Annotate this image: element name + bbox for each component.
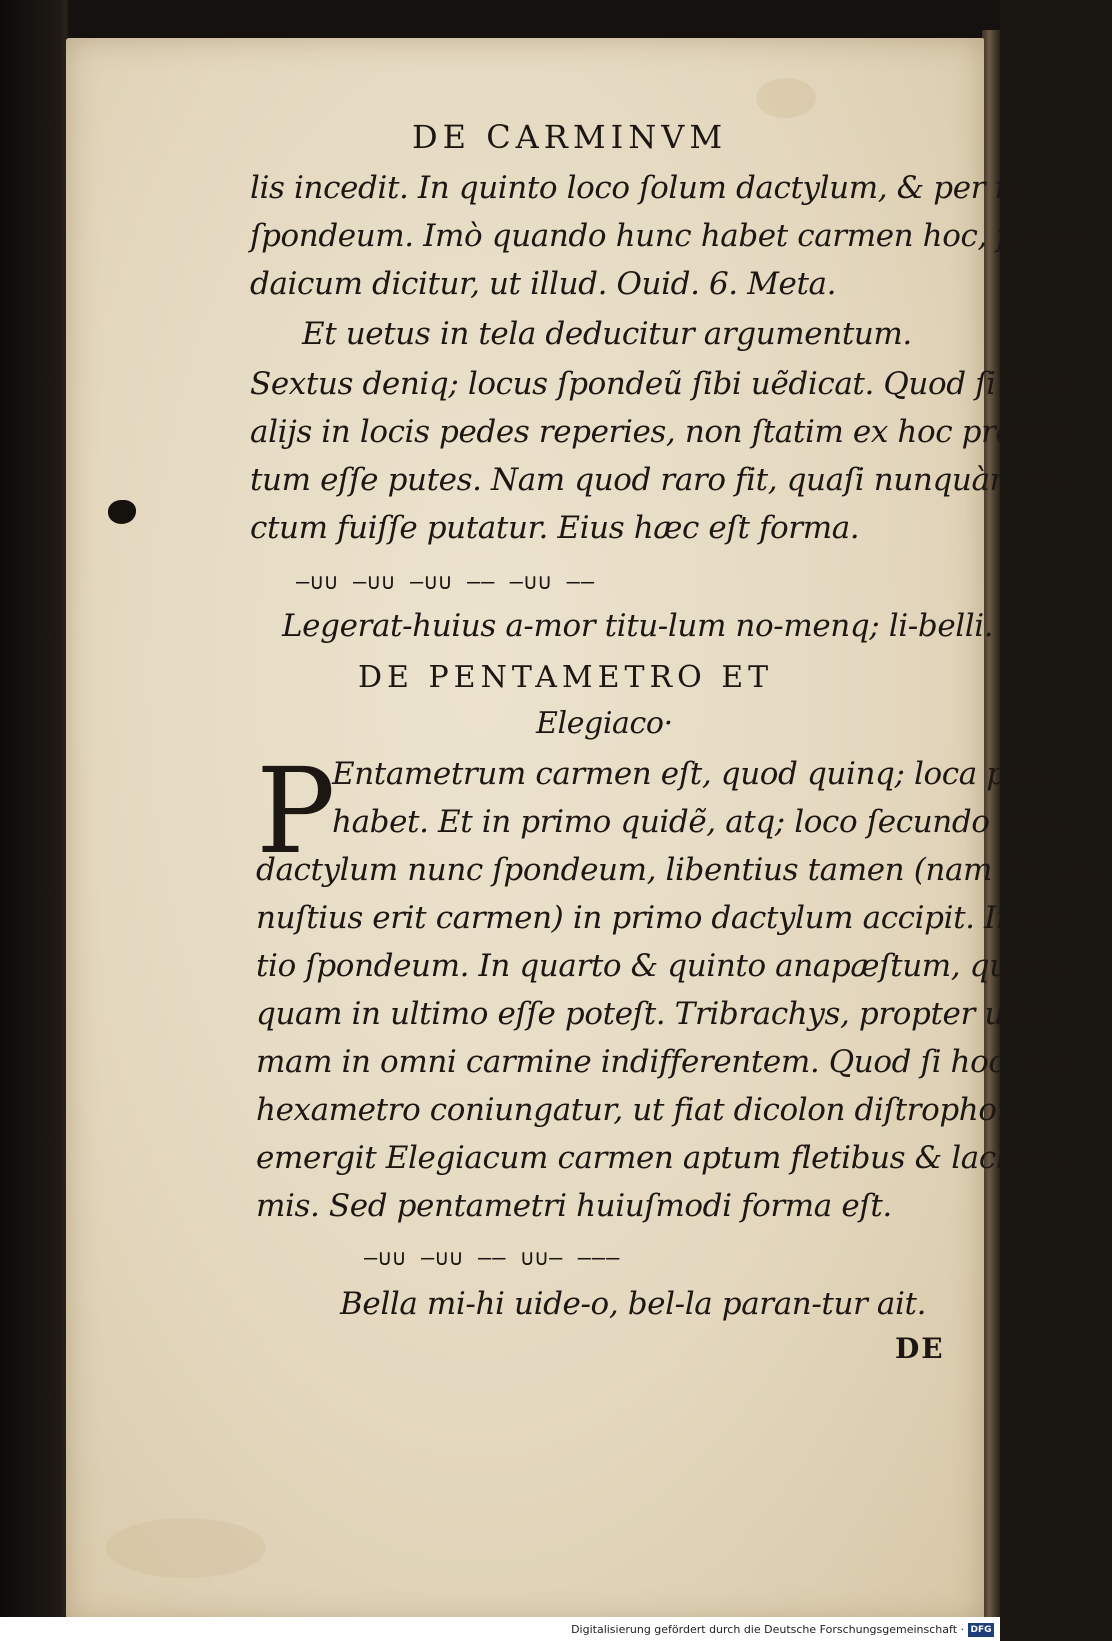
- text-line: tum eſſe putes. Nam quod raro fit, quaſi nunquàm fa=: [250, 462, 1083, 498]
- text-line: quam in ultimo eſſe poteſt. Tribrachys, propter ulti=: [256, 996, 1061, 1032]
- text-line: ctum fuiſſe putatur. Eius hæc eſt forma.: [250, 510, 860, 546]
- text-line: hexametro coniungatur, ut fiat dicolon diſtrophon,: [256, 1092, 1026, 1128]
- metrical-scheme: —∪∪ —∪∪ —∪∪ —— —∪∪ ——: [296, 570, 596, 595]
- text-line: daicum dicitur, ut illud. Ouid. 6. Meta.: [250, 266, 837, 302]
- paper-stain: [106, 1518, 266, 1578]
- funding-notice: Digitalisierung gefördert durch die Deutsche Forschungsgemeinschaft ·: [571, 1623, 964, 1636]
- dfg-logo: DFG: [968, 1623, 994, 1637]
- quoted-verse: Et uetus in tela deducitur argumentum.: [302, 316, 912, 352]
- catchword: DE: [895, 1332, 945, 1365]
- text-line: dactylum nunc ſpondeum, libentius tamen (nam ſic ue=: [256, 852, 1112, 888]
- text-line: mam in omni carmine indifferentem. Quod ſi hoc cum: [256, 1044, 1081, 1080]
- drop-capital: P: [256, 742, 336, 880]
- text-line: alijs in locis pedes reperies, non ſtatim ex hoc precep-: [250, 414, 1078, 450]
- section-subheading: Elegiaco·: [536, 706, 673, 741]
- text-line: mis. Sed pentametri huiuſmodi forma eſt.: [256, 1188, 892, 1224]
- text-line: tio ſpondeum. In quarto & quinto anapæſtum, quan=: [256, 948, 1072, 984]
- text-line: emergit Elegiacum carmen aptum fletibus & lachry=: [256, 1140, 1073, 1176]
- running-head: DE CARMINVM: [412, 118, 728, 156]
- example-verse: Bella mi-hi uide-o, bel-la paran-tur ait.: [340, 1286, 927, 1322]
- text-line: ſpondeum. Imò quando hunc habet carmen hoc, ſpon=: [250, 218, 1091, 254]
- text-line: Entametrum carmen eſt, quod quinq; loca pedũ: [332, 756, 1063, 792]
- text-line: Sextus deniq; locus ſpondeũ ſibi uẽdicat. Quod ſi alios: [250, 366, 1077, 402]
- example-verse: Legerat-huius a-mor titu-lum no-menq; li-belli.: [282, 608, 994, 644]
- text-line: habet. Et in primo quidẽ, atq; loco ſecundo nunc: [332, 804, 1075, 840]
- metrical-scheme: —∪∪ —∪∪ —— ∪∪— ———: [364, 1246, 621, 1271]
- footer-bar: [0, 1617, 1000, 1641]
- text-line: nuſtius erit carmen) in primo dactylum accipit. In ter: [256, 900, 1070, 936]
- text-line: lis incedit. In quinto loco ſolum dactylum, & per raro: [250, 170, 1060, 206]
- paper-stain: [756, 78, 816, 118]
- section-heading: DE PENTAMETRO ET: [358, 660, 774, 695]
